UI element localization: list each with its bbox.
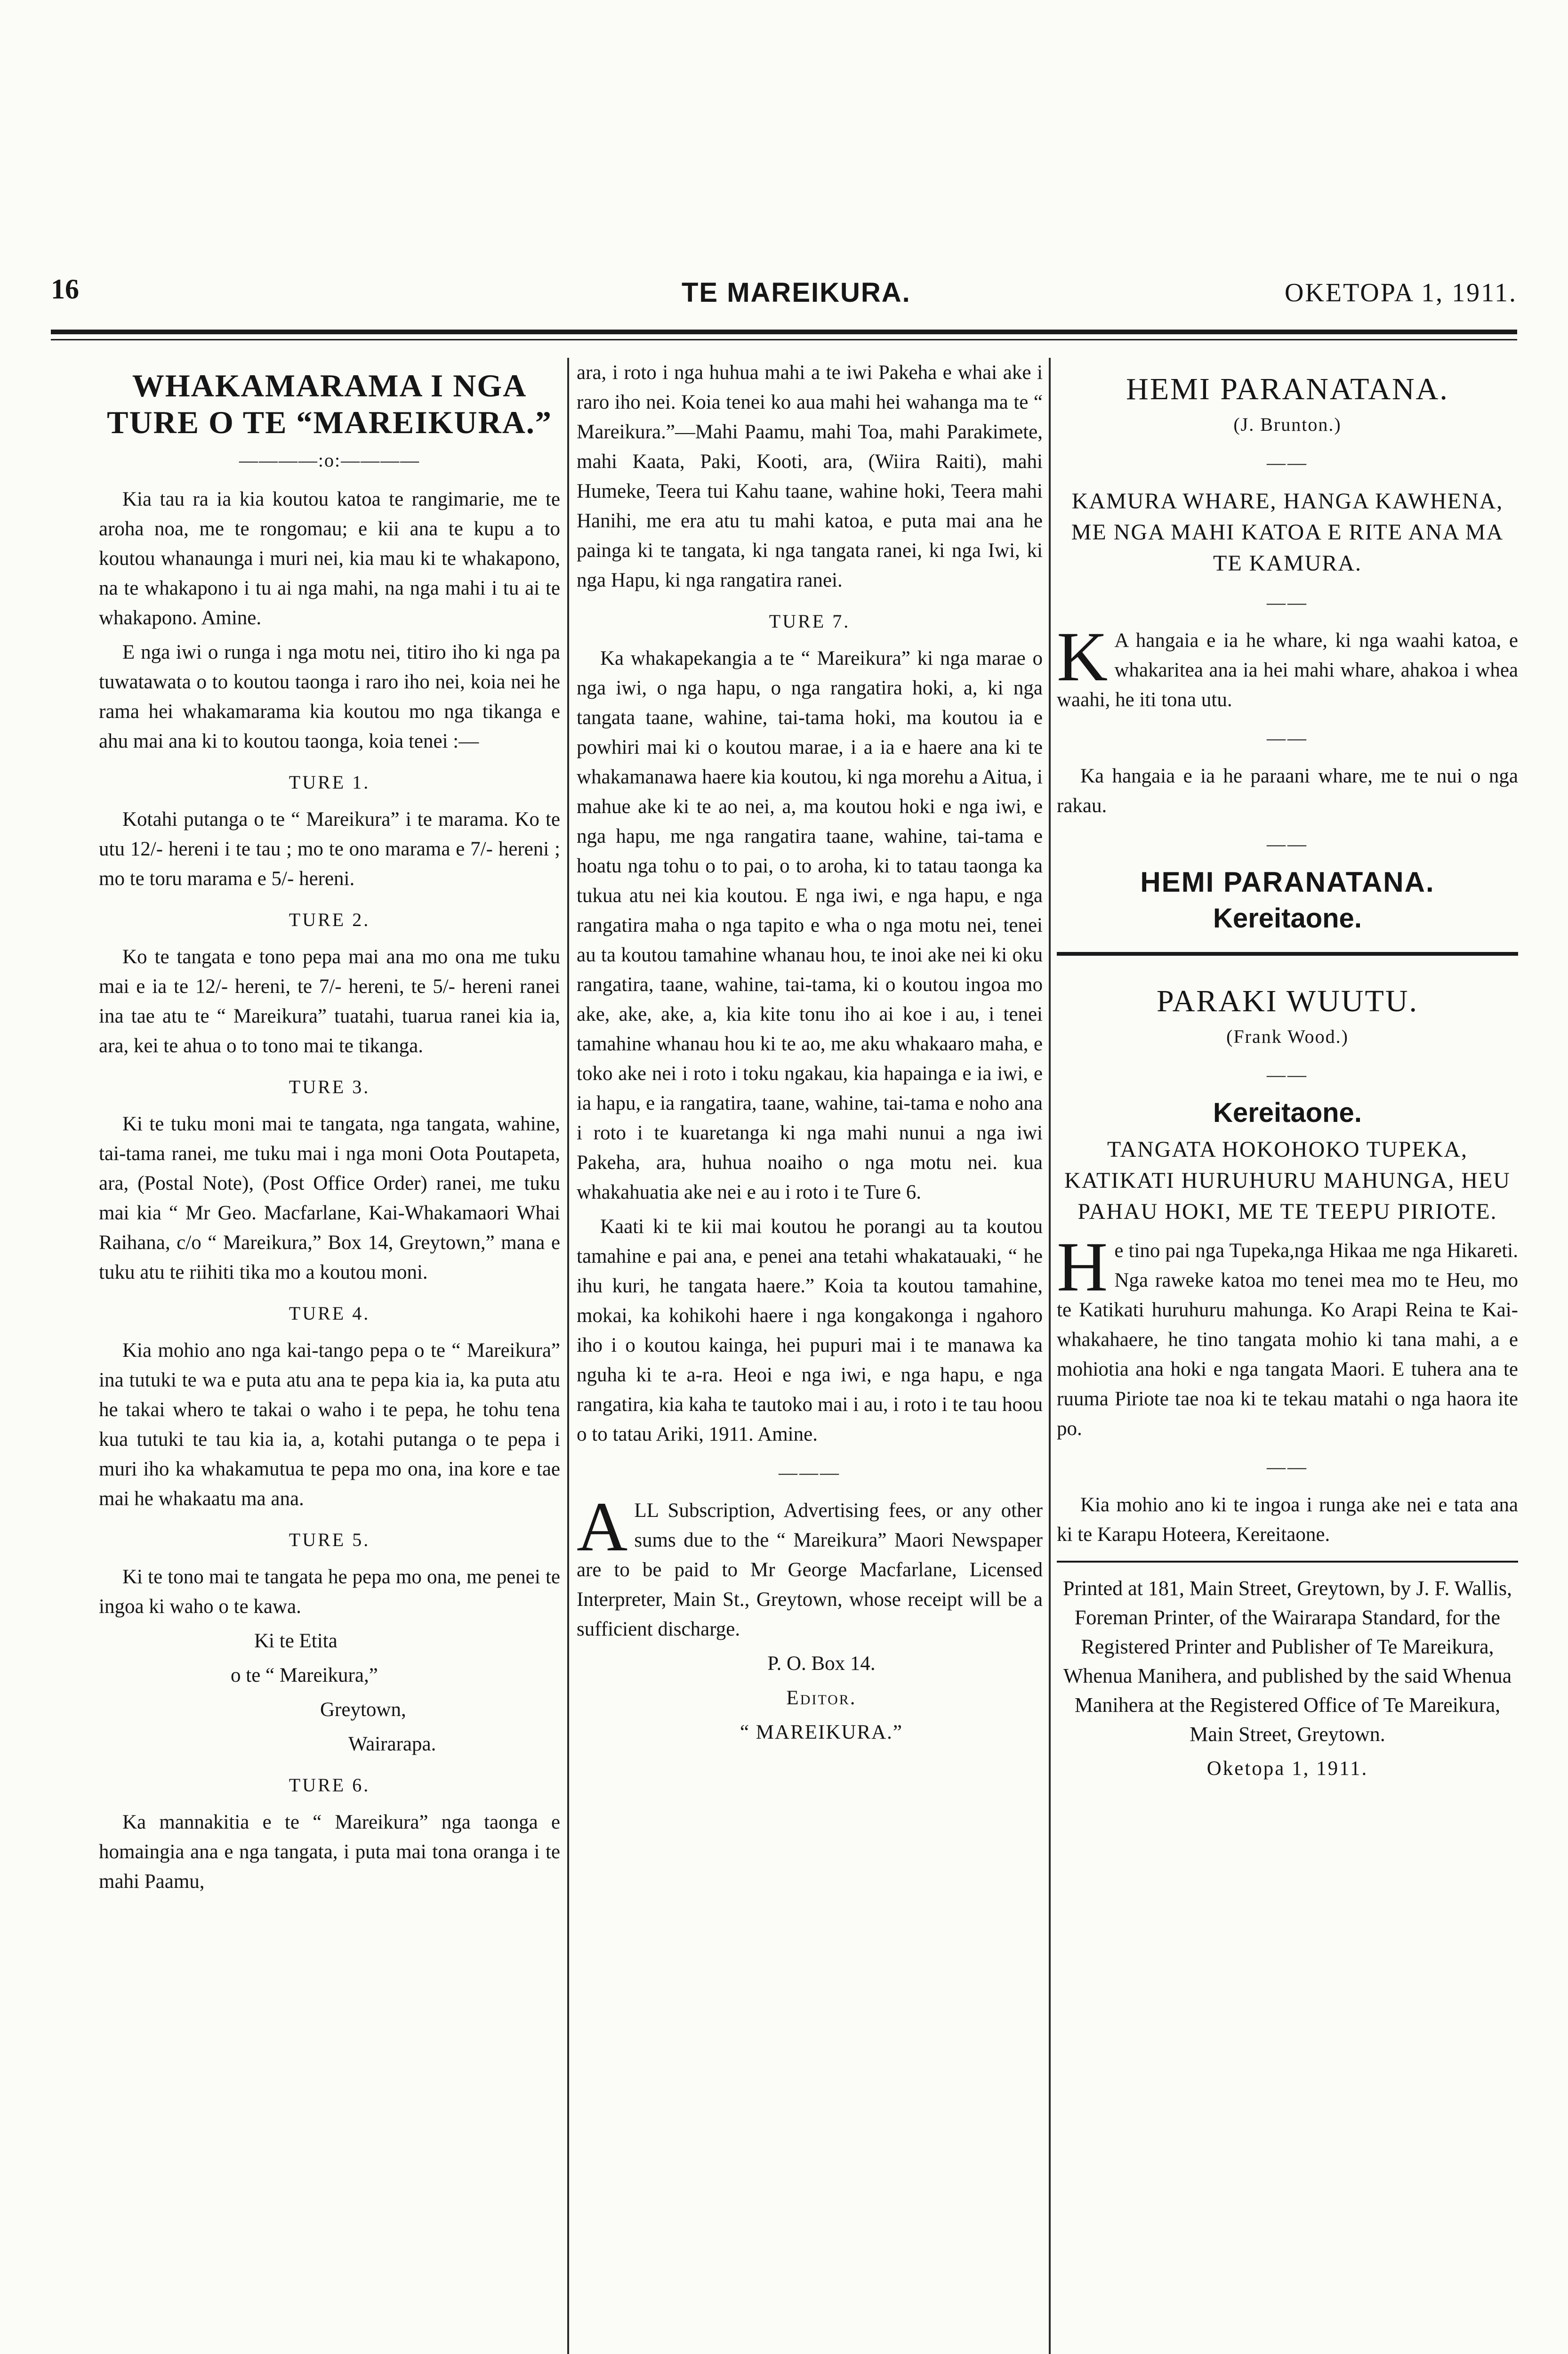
page-header xyxy=(51,273,1517,315)
advert-hemi-english: (J. Brunton.) xyxy=(1233,414,1342,435)
imprint-date: Oketopa 1, 1911. xyxy=(1206,1757,1368,1780)
column-2 xyxy=(577,358,1043,1752)
advert-hemi-bold: HEMI PARANATANA. xyxy=(1140,866,1435,898)
subscription-text: LL Subscription, Advertising fees, or any other sums due to the “ Mareikura” Maori Newspaper are to be paid to Mr George Macfarlane, Licensed Interpreter, Main St., Greytown, whose receipt will be a sufficient discharge. xyxy=(577,1499,1043,1640)
dash-1: —— xyxy=(1267,452,1308,473)
intro-paragraph: Kia tau ra ia kia koutou katoa te rangimarie, me te aroha noa, me te rongomau; e kii ana te kupu a to koutou whanaunga i muri nei, kia mau ki te whakapono, na te whakapono i tu ai nga mahi, na nga mahi i tu ai te whakapono. Amine. xyxy=(99,488,560,629)
dash-6: —— xyxy=(1267,1456,1308,1477)
ture-6-title: TURE 6. xyxy=(289,1774,370,1796)
address-line-3: Greytown, xyxy=(320,1699,406,1721)
editor-sign: Editor. xyxy=(786,1687,857,1709)
dash-2: —— xyxy=(1267,592,1308,613)
ture-6-text: Ka mannakitia e te “ Mareikura” nga taonga e homaingia ana e nga tangata, i puta mai tona oranga i te mahi Paamu, xyxy=(99,1811,560,1893)
advert-tangata-block: TANGATA HOKOHOKO TUPEKA, KATIKATI HURUHURU MAHUNGA, HEU PAHAU HOKI, ME TE TEEPU PIRIOTE. xyxy=(1064,1137,1511,1224)
mareikura-sign: “ MAREIKURA.” xyxy=(740,1721,903,1743)
advert-hemi-name: HEMI PARANATANA. xyxy=(1126,372,1449,406)
column-1 xyxy=(99,358,560,1901)
dash-3: —— xyxy=(1267,727,1308,749)
advert-divider xyxy=(1057,952,1518,956)
po-box: P. O. Box 14. xyxy=(767,1653,876,1675)
column-divider-1 xyxy=(567,358,569,2354)
dropcap-k: K xyxy=(1057,618,1108,696)
article-heading: WHAKAMARAMA I NGA TURE O TE “MAREIKURA.” xyxy=(107,368,552,440)
advert-paraki-name: PARAKI WUUTU. xyxy=(1156,984,1419,1018)
closing-paragraph: Kaati ki te kii mai koutou he porangi au ta koutou tamahine e pai ana, e penei ana tetahi whakatauaki, “ he ihu kuri, he tangata haere.” Koia ta koutou tamahine, mokai, ka kohikohi haere i nga kongakonga i ngahoro iho i o koutou kainga, hei pupuri mai i te manawa ka nguha ki te a-ra. Heoi e nga iwi, e nga hapu, e nga rangatira, kia kaha te tautoko mai i au, i roto i te tau hoou o to tatau Ariki, 1911. Amine. xyxy=(577,1216,1043,1445)
column-divider-2 xyxy=(1049,358,1051,2354)
continued-paragraph: ara, i roto i nga huhua mahi a te iwi Pakeha e whai ake i raro iho nei. Koia tenei ko aua mahi hei wahanga ma te “ Mareikura.”—Mahi Paamu, mahi Toa, mahi Parakimete, mahi Kaata, Paki, Kooti, ara, (Wiira Raiti), mahi Humeke, Teera tui Kahu taane, wahine hoki, Teera mahi Hanihi, me era atu tu mahi katoa, e puta mai ana he painga ki te tangata, ki nga tangata ranei, ki nga Iwi, ki nga Hapu, ki nga rangatira ranei. xyxy=(577,362,1043,591)
page-number: 16 xyxy=(51,274,79,305)
ture-2-text: Ko te tangata e tono pepa mai ana mo ona me tuku mai e ia te 12/- hereni, te 7/- hereni, te 5/- hereni ranei ina tae atu te “ Mareikura” tuatahi, tuarua ranei kia ia, ara, kei te ahua o to tono mai te tikanga. xyxy=(99,946,560,1057)
imprint-divider xyxy=(1057,1561,1518,1563)
advert-kia-mohio: Kia mohio ano ki te ingoa i runga ake nei e tata ana ki te Karapu Hoteera, Kereitaone. xyxy=(1057,1494,1518,1546)
header-rule-thick xyxy=(51,330,1517,334)
column-3 xyxy=(1057,358,1518,1783)
advert-kamura: KAMURA WHARE, HANGA KAWHENA, ME NGA MAHI KATOA E RITE ANA MA TE KAMURA. xyxy=(1071,489,1504,576)
dropcap-h: H xyxy=(1057,1228,1108,1306)
ture-4-text: Kia mohio ano nga kai-tango pepa o te “ Mareikura” ina tutuki te wa e puta atu ana te pepa kia ia, ka puta atu he takai whero te takai o waho i te pepa, he tohu tena kua tutuki te tau kia ia, a, kotahi putanga o te pepa i muri iho ka whakamutua te pepa mo ona, ina kore e tae mai he whakaatu ma ana. xyxy=(99,1339,560,1510)
advert-kereitaone: Kereitaone. xyxy=(1213,903,1362,934)
ture-5-text: Ki te tono mai te tangata he pepa mo ona, me penei te ingoa ki waho o te kawa. xyxy=(99,1566,560,1618)
he-text: e tino pai nga Tupeka,nga Hikaa me nga Hikareti. Nga raweke katoa mo tenei mea mo te Heu, mo te Katikati huruhuru mahunga. Ko Arapi Reina te Kai-whakahaere, he tino tangata mohio ki tana mahi, a e mohiotia ana hoki e nga tangata Maori. E tuhera ana te ruuma Piriote tae noa ki te tekau matahi o nga haora ite po. xyxy=(1057,1240,1518,1440)
section-dash: ——— xyxy=(779,1462,841,1483)
address-line-1: Ki te Etita xyxy=(254,1630,338,1652)
dash-4: —— xyxy=(1267,833,1308,855)
ture-7-title: TURE 7. xyxy=(769,611,851,632)
advert-kereitaone-2: Kereitaone. xyxy=(1213,1097,1362,1128)
address-line-2: o te “ Mareikura,” xyxy=(231,1664,378,1686)
imprint-text: Printed at 181, Main Street, Greytown, by J. F. Wallis, Foreman Printer, of the Wairarapa Standard, for the Registered Printer and Publisher of Te Mareikura, Whenua Manihera, and published by the said Whenua Manihera at the Registered Office of Te Mareikura, Main Street, Greytown. xyxy=(1063,1577,1512,1746)
advert-ka-paragraph xyxy=(1057,618,1518,715)
address-line-4: Wairarapa. xyxy=(348,1733,436,1755)
newspaper-title: TE MAREIKURA. xyxy=(682,277,911,308)
advert-paraani: Ka hangaia e ia he paraani whare, me te nui o nga rakau. xyxy=(1057,765,1518,817)
issue-date: OKETOPA 1, 1911. xyxy=(1284,278,1517,307)
advert-paraki-english: (Frank Wood.) xyxy=(1226,1026,1349,1047)
ture-7-text: Ka whakapekangia a te “ Mareikura” ki nga marae o nga iwi, o nga hapu, o nga rangatira hoki, a, ki nga tangata taane, wahine, tai-tama hoki, ma koutou ia e powhiri mai ki o koutou marae, i a ia e haere ana ki te whakamanawa haere kia koutou, ki nga morehu a Aitua, i mahue ake ki te ao nei, a, ma koutou hoki e nga iwi, e nga hapu, me nga rangatira taane, wahine, tai-tama e hoatu nga tohu o to pai, o to aroha, ki to tatau taonga ka tukua atu nei kia koutou. E nga iwi, e nga hapu, e nga rangatira maha o nga tapito e wha o nga motu nei, tenei au ta koutou tamahine whanau hou, te inoi ake nei ki oku rangatira, taane, wahine, tai-tama, ki o koutou ingoa mo ake, ake, ake, a, kia kite tonu iho ai koe i au, i tenei tamahine whanau hou ki te ao, me aku whakaaro maha, e toko ake nei i roto i toku ngakau, kia hapainga e ia iwi, e ia hapu, e ia rangatira, taane, wahine, tai-tama e noho ana i roto i te kuaretanga ki nga mahi nunui a nga iwi Pakeha, ara, huhua noaiho o nga motu nei. kua whakahuatia ake nei e au i roto i te Ture 6. xyxy=(577,647,1043,1203)
ka-text: A hangaia e ia he whare, ki nga waahi katoa, e whakaritea ana ia hei mahi whare, ahakoa i whea waahi, he iti tona utu. xyxy=(1057,629,1518,711)
dropcap-a: A xyxy=(577,1488,628,1566)
ture-3-text: Ki te tuku moni mai te tangata, nga tangata, wahine, tai-tama ranei, me tuku mai i nga moni Oota Poutapeta, ara, (Postal Note), (Post Office Order) ranei, me tuku mai kia “ Mr Geo. Macfarlane, Kai-Whakamaori Whai Raihana, c/o “ Mareikura,” Box 14, Greytown,” mana e tuku atu te riihiti tika mo a koutou moni. xyxy=(99,1113,560,1283)
ture-5-title: TURE 5. xyxy=(289,1529,370,1550)
ture-2-title: TURE 2. xyxy=(289,909,370,930)
subscription-notice xyxy=(577,1488,1043,1644)
heading-separator: ————:o:———— xyxy=(239,450,420,471)
intro-paragraph-2: E nga iwi o runga i nga motu nei, titiro iho ki nga pa tuwatawata o to koutou taonga i raro iho nei, koia nei he rama hei whakamarama kia koutou mo nga tikanga e ahu mai ana ki to koutou taonga, koia tenei :— xyxy=(99,641,560,752)
ture-1-text: Kotahi putanga o te “ Mareikura” i te marama. Ko te utu 12/- hereni i te tau ; mo te ono marama e 7/- hereni ; mo te toru marama e 5/- hereni. xyxy=(99,808,560,890)
ture-1-title: TURE 1. xyxy=(289,772,370,793)
advert-he-paragraph xyxy=(1057,1228,1518,1443)
ture-3-title: TURE 3. xyxy=(289,1076,370,1097)
ture-4-title: TURE 4. xyxy=(289,1303,370,1324)
dash-5: —— xyxy=(1267,1064,1308,1085)
header-rule-thin xyxy=(51,339,1517,340)
